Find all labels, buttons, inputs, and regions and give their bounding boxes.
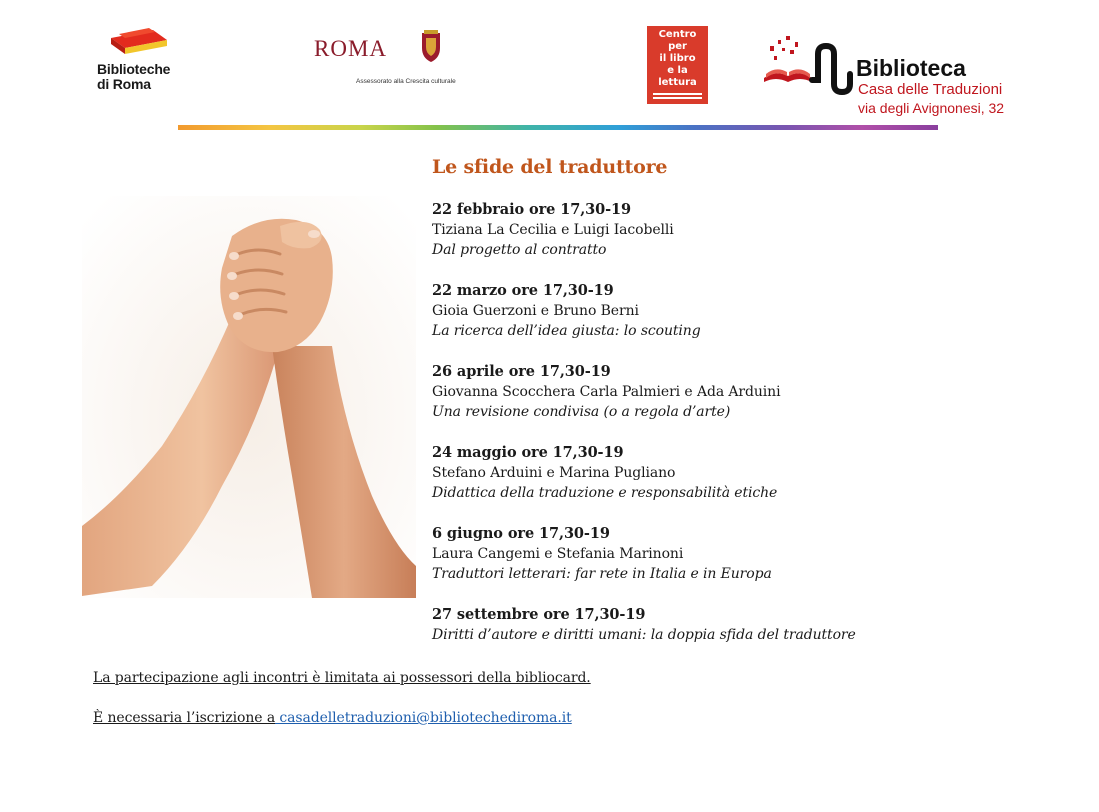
event-topic: Didattica della traduzione e responsabilità etiche: [432, 485, 778, 501]
event-date: 26 aprile ore 17,30-19: [432, 363, 611, 380]
event-speakers: Laura Cangemi e Stefania Marinoni: [432, 546, 684, 562]
event-date: 27 settembre ore 17,30-19: [432, 606, 646, 623]
program-title: Le sfide del traduttore: [432, 156, 668, 178]
casa-logo-address: via degli Avignonesi, 32: [858, 100, 1005, 116]
event-speakers: Stefano Arduini e Marina Pugliano: [432, 465, 676, 481]
event-item: [432, 524, 1072, 584]
event-speakers: Gioia Guerzoni e Bruno Berni: [432, 303, 639, 319]
event-item: [432, 443, 1072, 503]
event-item: [432, 605, 1072, 645]
roma-department: Assessorato alla Crescita culturale: [356, 78, 456, 85]
event-item: [432, 281, 1072, 341]
event-topic: Una revisione condivisa (o a regola d’arte): [432, 404, 731, 420]
event-date: 24 maggio ore 17,30-19: [432, 444, 624, 461]
event-speakers: Giovanna Scocchera Carla Palmieri e Ada Arduini: [432, 384, 781, 400]
event-speakers: Tiziana La Cecilia e Luigi Iacobelli: [432, 222, 674, 238]
open-book-icon: [762, 32, 858, 102]
event-date: 6 giugno ore 17,30-19: [432, 525, 610, 542]
event-topic: La ricerca dell’idea giusta: lo scouting: [432, 323, 701, 339]
book-stack-icon: [647, 92, 708, 100]
event-item: [432, 200, 1072, 260]
casa-delle-traduzioni-logo: [762, 30, 1032, 120]
event-item: [432, 362, 1072, 422]
roma-crest-icon: [418, 30, 444, 64]
roma-wordmark: ROMA: [314, 36, 388, 61]
event-topic: Traduttori letterari: far rete in Italia e in Europa: [432, 566, 772, 582]
arm-wrestling-hands-image: [82, 196, 416, 598]
book-icon: [109, 26, 171, 60]
logo-line2: di Roma: [97, 76, 151, 92]
program-section: [432, 156, 1072, 666]
roma-logo: [312, 28, 462, 90]
centro-per-il-libro-logo: [647, 26, 708, 104]
registration-prefix: È necessaria l’iscrizione a: [93, 710, 276, 726]
biblioteche-di-roma-logo: [97, 26, 193, 96]
centro-logo-text: Centro per il libro e la lettura: [658, 29, 697, 88]
registration-note: [93, 710, 572, 726]
participation-note: La partecipazione agli incontri è limitata ai possessori della bibliocard.: [93, 670, 591, 686]
rainbow-divider: [178, 125, 938, 130]
casa-logo-title: Biblioteca: [856, 55, 966, 81]
event-date: 22 marzo ore 17,30-19: [432, 282, 614, 299]
event-date: 22 febbraio ore 17,30-19: [432, 201, 632, 218]
email-link[interactable]: casadelletraduzioni@bibliotechediroma.it: [275, 710, 572, 726]
event-topic: Diritti d’autore e diritti umani: la doppia sfida del traduttore: [432, 627, 856, 643]
logo-line1: Biblioteche: [97, 61, 171, 77]
casa-logo-subtitle: Casa delle Traduzioni: [858, 81, 1003, 98]
event-topic: Dal progetto al contratto: [432, 242, 607, 258]
